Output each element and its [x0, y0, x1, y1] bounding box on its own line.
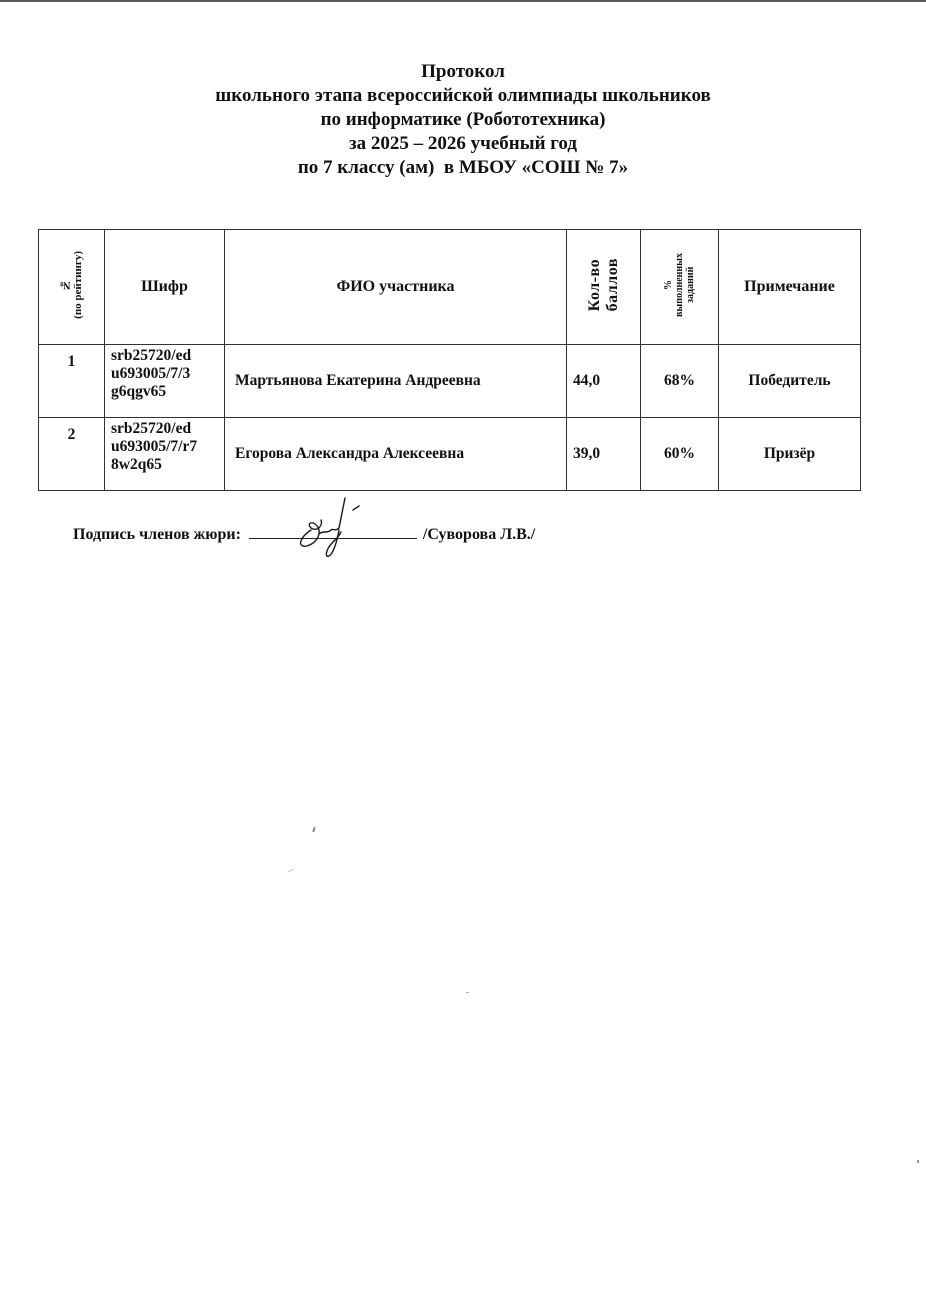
cell-rank: 1: [39, 345, 105, 418]
header-score-line1: Кол-во: [585, 258, 603, 311]
title-line-3: по информатике (Робототехника): [320, 109, 606, 130]
cell-percent: 60%: [641, 418, 719, 491]
header-cipher: Шифр: [105, 230, 225, 345]
signer-name: /Суворова Л.В./: [422, 526, 536, 543]
signature-label: Подпись членов жюри:: [73, 526, 241, 543]
scan-edge: [0, 0, 926, 2]
handwritten-signature-icon: [289, 490, 379, 560]
header-name: ФИО участника: [225, 230, 567, 345]
cipher-line: g6qgv65: [111, 383, 167, 400]
title-line-5: по 7 классу (ам) в МБОУ «СОШ № 7»: [297, 157, 629, 178]
cipher-line: srb25720/ed: [111, 347, 192, 364]
title-line-2: школьного этапа всероссийской олимпиады школьников: [215, 85, 711, 106]
cell-cipher: [105, 418, 225, 491]
cell-note: Призёр: [719, 418, 861, 491]
header-rank-label: (по рейтингу): [71, 250, 84, 319]
header-percent-line3: заданий: [685, 266, 696, 303]
results-table: [38, 229, 861, 491]
document-title: [0, 60, 926, 180]
cell-percent: 68%: [641, 345, 719, 418]
table-row: [39, 345, 861, 418]
cipher-line: u693005/7/r7: [111, 438, 198, 455]
scan-speck: [312, 827, 316, 832]
cell-name: Егорова Александра Алексеевна: [225, 418, 567, 491]
table-header-row: [39, 230, 861, 345]
cipher-line: u693005/7/3: [111, 365, 191, 382]
signature-blank: [249, 522, 417, 539]
title-line-4: за 2025 – 2026 учебный год: [349, 133, 577, 154]
header-percent-symbol: %: [663, 279, 674, 290]
cell-note: Победитель: [719, 345, 861, 418]
scan-speck: [288, 869, 294, 873]
header-rank: [39, 230, 105, 345]
cell-name: Мартьянова Екатерина Андреевна: [225, 345, 567, 418]
cell-score: 44,0: [567, 345, 641, 418]
header-score: [567, 230, 641, 345]
scan-speck: [917, 1160, 919, 1163]
table-row: [39, 418, 861, 491]
header-rank-symbol: №: [58, 278, 71, 291]
scan-speck: [466, 992, 469, 993]
cell-cipher: [105, 345, 225, 418]
title-line-1: Протокол: [421, 61, 505, 82]
cipher-line: srb25720/ed: [111, 420, 192, 437]
cell-rank: 2: [39, 418, 105, 491]
cipher-line: 8w2q65: [111, 456, 162, 473]
header-percent-line2: выполненных: [674, 252, 685, 317]
header-note: Примечание: [719, 230, 861, 345]
header-score-line2: баллов: [603, 257, 621, 312]
jury-signature-line: [73, 522, 535, 544]
header-percent: [641, 230, 719, 345]
cell-score: 39,0: [567, 418, 641, 491]
